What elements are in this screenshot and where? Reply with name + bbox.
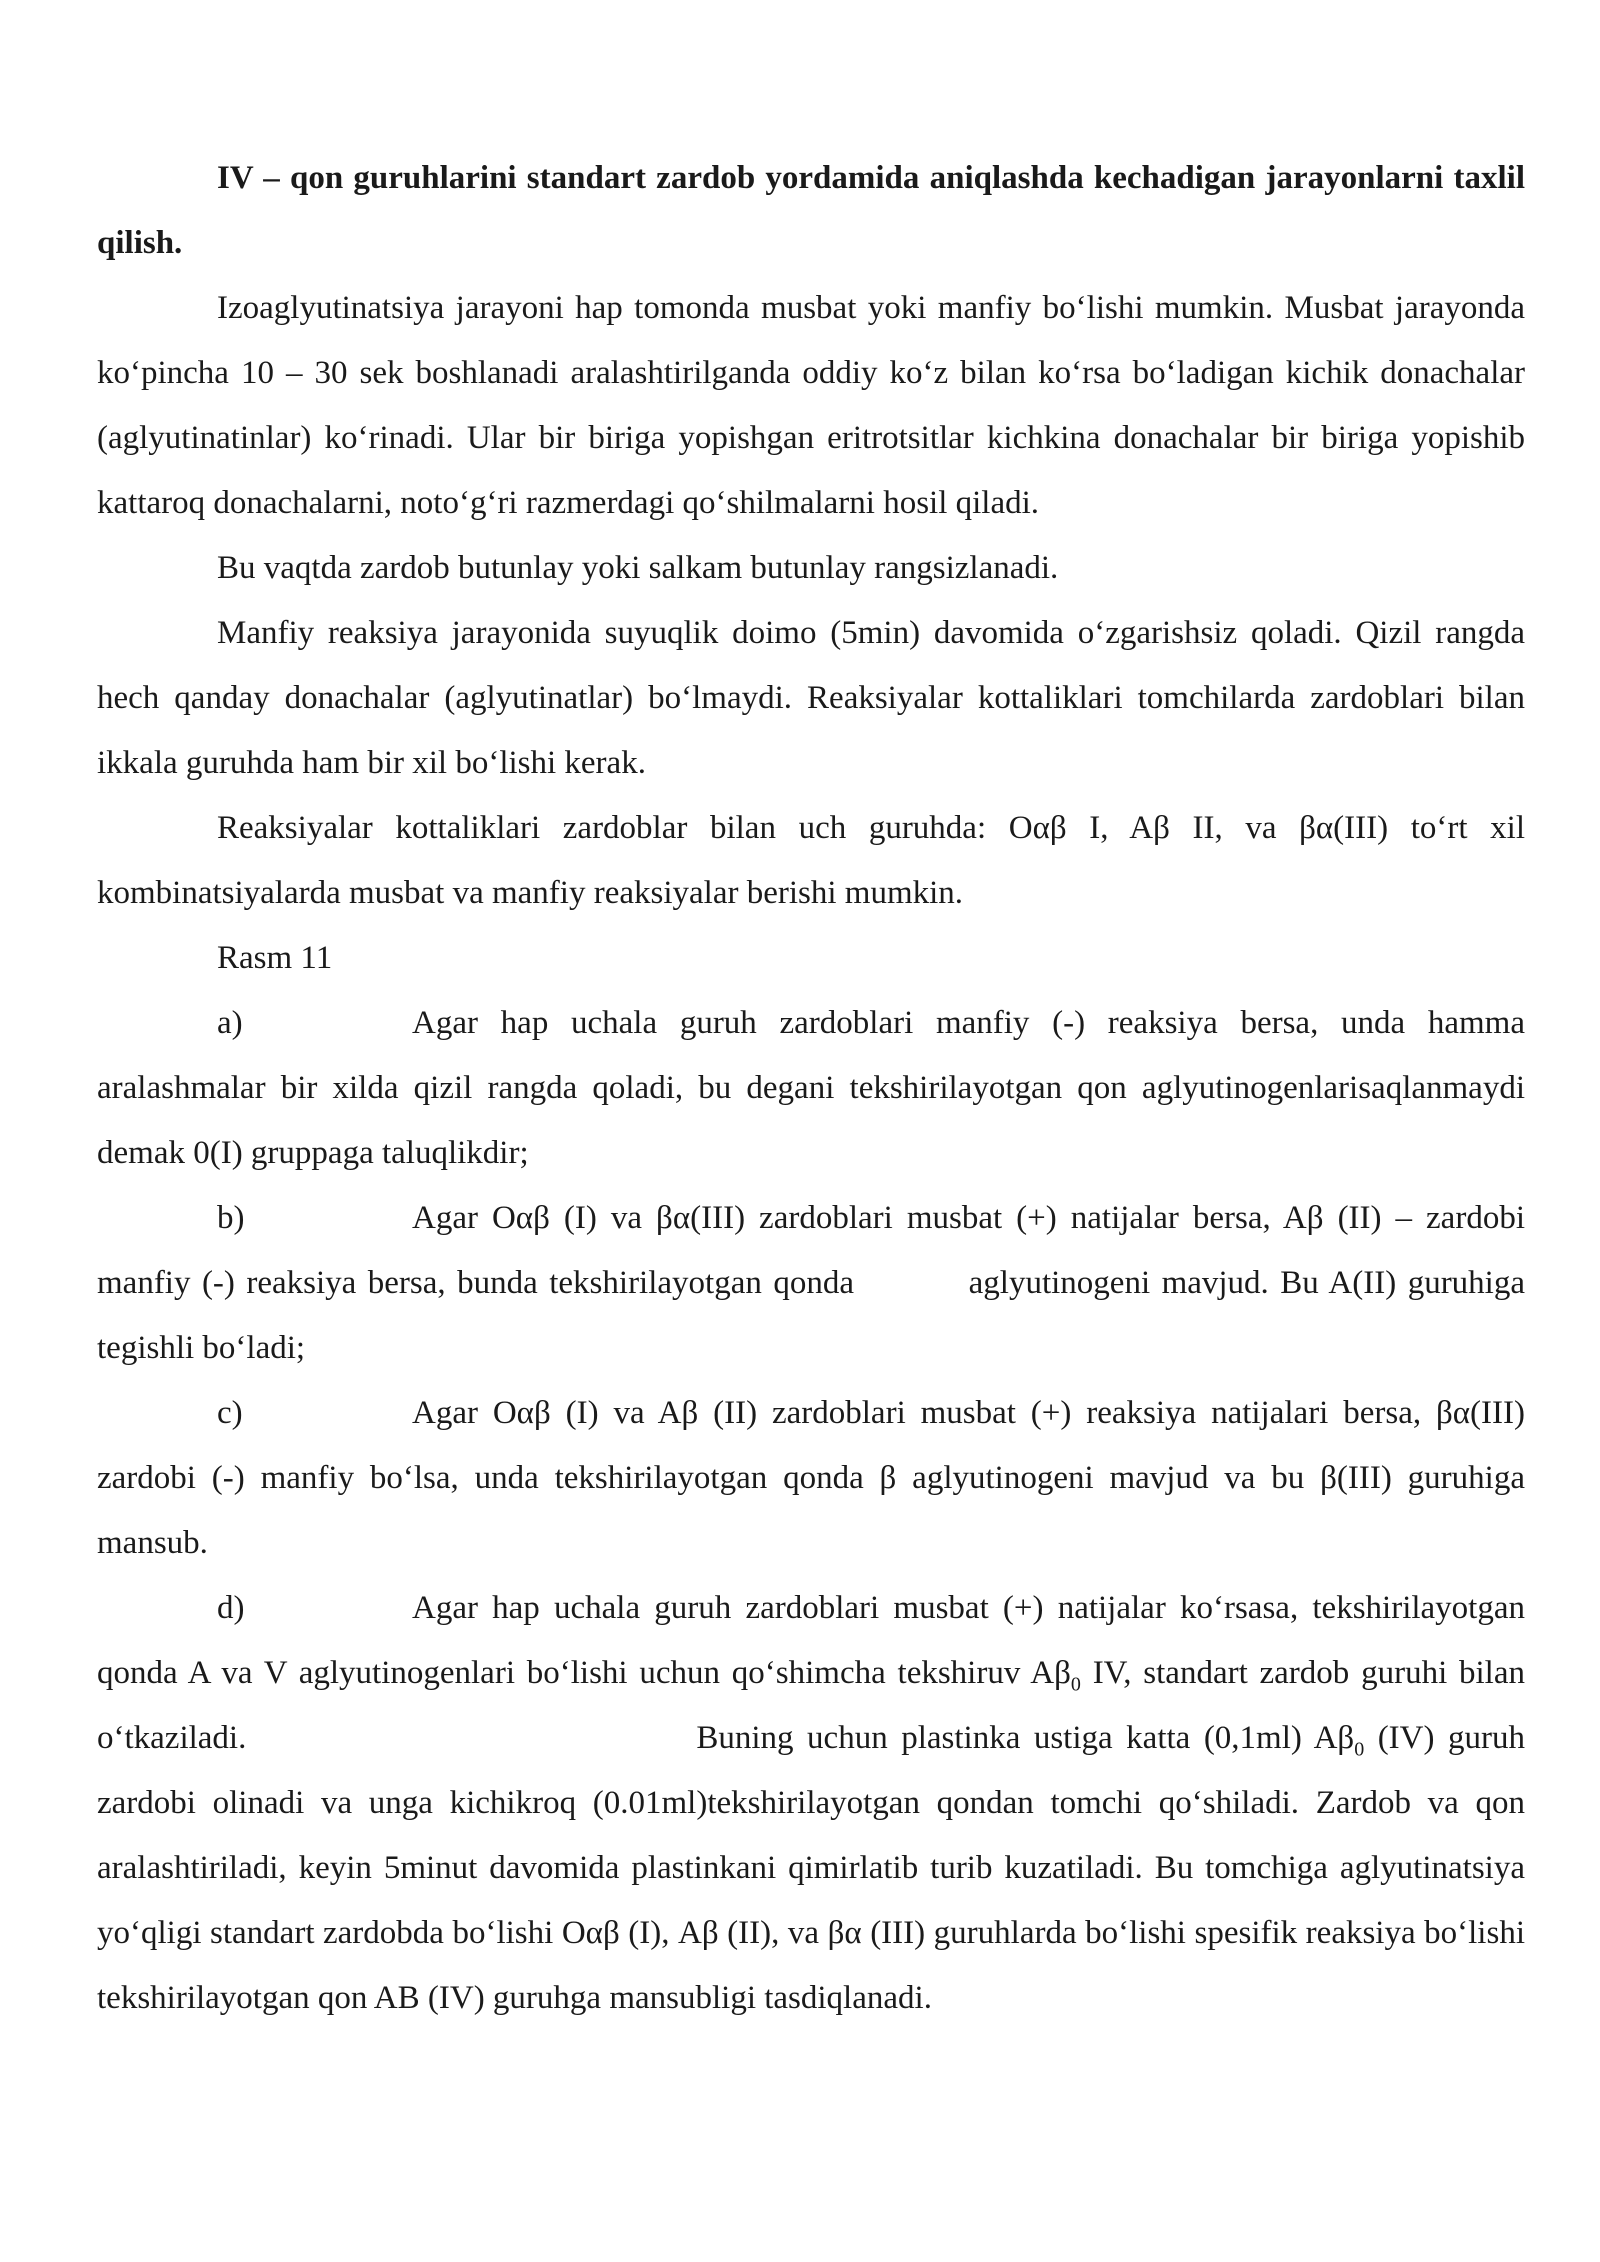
list-item-text: Agar hap uchala guruh zardoblari musbat (+) natijalar ko‘rsasa, tekshirilayotgan qonda A va V aglyutinogenlari bo‘lishi uchun qo‘shimcha tekshiruv Aβ: [97, 1590, 1525, 1691]
list-item-text: (IV) guruh zardobi olinadi va unga kichikroq (0.01ml)tekshirilayotgan qondan tomchi qo‘shiladi. Zardob va qon aralashtiriladi, keyin 5minut davomida plastinkani qimirlatib turib kuzatiladi. Bu tomchiga aglyutinatsiya yo‘qligi standart zardobda bo‘lishi Oαβ (I), Aβ (II), va βα (III) guruhlarda bo‘lishi spesifik reaksiya bo‘lishi tekshirilayotgan qon AB (IV) guruhga mansubligi tasdiqlanadi.: [97, 1720, 1525, 2016]
subscript: 0: [1354, 1738, 1365, 1761]
list-item-text: Agar Oαβ (I) va βα(III) zardoblari musbat (+) natijalar bersa, Aβ (II) – zardobi manfiy (-) reaksiya bersa, bunda tekshirilayotgan qonda aglyutinogeni mavjud. Bu A(II) guruhiga tegishli bo‘ladi;: [97, 1200, 1534, 1366]
paragraph: Reaksiyalar kottaliklari zardoblar bilan uch guruhda: Oαβ I, Aβ II, va βα(III) to‘rt xil kombinatsiyalarda musbat va manfiy reaksiyalar berishi mumkin.: [97, 810, 1525, 911]
list-item: [97, 1381, 1525, 1576]
section-heading: IV – qon guruhlarini standart zardob yordamida aniqlashda kechadigan jarayonlarni taxlil qilish.: [97, 160, 1525, 261]
list-item-text: Buning uchun plastinka ustiga katta (0,1ml) Aβ: [696, 1720, 1355, 1756]
document-page: [97, 146, 1534, 2031]
list-item: [97, 1186, 1534, 1381]
figure-reference: Rasm 11: [217, 940, 333, 976]
list-item-text: Agar Oαβ (I) va Aβ (II) zardoblari musbat (+) reaksiya natijalari bersa, βα(III) zardobi (-) manfiy bo‘lsa, unda tekshirilayotgan qonda β aglyutinogeni mavjud va bu β(III) guruhiga mansub.: [97, 1395, 1525, 1561]
paragraph: Izoaglyutinatsiya jarayoni hap tomonda musbat yoki manfiy bo‘lishi mumkin. Musbat jarayonda ko‘pincha 10 – 30 sek boshlanadi aralashtirilganda oddiy ko‘z bilan ko‘rsa bo‘ladigan kichik donachalar (aglyutinatinlar) ko‘rinadi. Ular bir biriga yopishgan eritrotsitlar kichkina donachalar bir biriga yopishib kattaroq donachalarni, noto‘g‘ri razmerdagi qo‘shilmalarni hosil qiladi.: [97, 290, 1525, 521]
paragraph: Bu vaqtda zardob butunlay yoki salkam butunlay rangsizlanadi.: [217, 550, 1059, 586]
list-item-letter: d): [217, 1590, 245, 1626]
list-item-letter: a): [217, 1005, 243, 1041]
list-item-letter: b): [217, 1200, 245, 1236]
list-item: [97, 991, 1525, 1186]
list-item-letter: c): [217, 1395, 243, 1431]
subscript: 0: [1070, 1673, 1081, 1696]
paragraph: Manfiy reaksiya jarayonida suyuqlik doimo (5min) davomida o‘zgarishsiz qoladi. Qizil rangda hech qanday donachalar (aglyutinatlar) bo‘lmaydi. Reaksiyalar kottaliklari tomchilarda zardoblari bilan ikkala guruhda ham bir xil bo‘lishi kerak.: [97, 615, 1525, 781]
list-item-text: Agar hap uchala guruh zardoblari manfiy (-) reaksiya bersa, unda hamma aralashmalar bir xilda qizil rangda qoladi, bu degani tekshirilayotgan qon aglyutinogenlarisaqlanmaydi demak 0(I) gruppaga taluqlikdir;: [97, 1005, 1525, 1171]
list-item: [97, 1576, 1525, 2031]
list-item-text: IV, standart zardob guruhi bilan o‘tkaziladi.: [97, 1655, 1525, 1756]
